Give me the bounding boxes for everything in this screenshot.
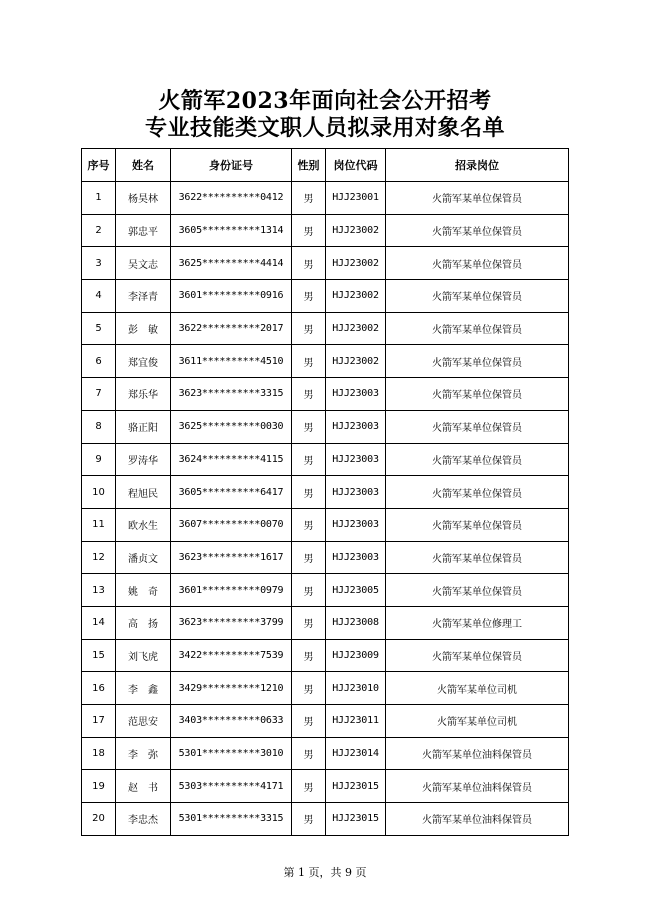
cell-post: 火箭军某单位保管员 bbox=[386, 280, 569, 313]
cell-gender: 男 bbox=[292, 737, 326, 770]
cell-name: 潘贞文 bbox=[116, 541, 171, 574]
header-id: 身份证号 bbox=[171, 149, 292, 182]
cell-id-number: 3625**********4414 bbox=[171, 247, 292, 280]
cell-id-number: 3601**********0979 bbox=[171, 574, 292, 607]
cell-post: 火箭军某单位保管员 bbox=[386, 443, 569, 476]
cell-id-number: 5301**********3315 bbox=[171, 803, 292, 836]
cell-seq: 9 bbox=[82, 443, 116, 476]
cell-post-code: HJJ23002 bbox=[326, 247, 386, 280]
table-row bbox=[82, 410, 569, 443]
cell-gender: 男 bbox=[292, 476, 326, 509]
cell-post-code: HJJ23002 bbox=[326, 345, 386, 378]
cell-gender: 男 bbox=[292, 312, 326, 345]
cell-post: 火箭军某单位保管员 bbox=[386, 508, 569, 541]
cell-gender: 男 bbox=[292, 574, 326, 607]
cell-seq: 12 bbox=[82, 541, 116, 574]
cell-name: 骆正阳 bbox=[116, 410, 171, 443]
table-row bbox=[82, 508, 569, 541]
table-row bbox=[82, 378, 569, 411]
table-body bbox=[82, 182, 569, 836]
cell-id-number: 3605**********6417 bbox=[171, 476, 292, 509]
cell-id-number: 5303**********4171 bbox=[171, 770, 292, 803]
cell-post-code: HJJ23009 bbox=[326, 639, 386, 672]
cell-post: 火箭军某单位油料保管员 bbox=[386, 737, 569, 770]
cell-name: 李泽青 bbox=[116, 280, 171, 313]
cell-post-code: HJJ23003 bbox=[326, 378, 386, 411]
cell-name: 赵 书 bbox=[116, 770, 171, 803]
header-gender: 性别 bbox=[292, 149, 326, 182]
cell-gender: 男 bbox=[292, 541, 326, 574]
cell-post: 火箭军某单位保管员 bbox=[386, 247, 569, 280]
table-row bbox=[82, 345, 569, 378]
cell-post-code: HJJ23003 bbox=[326, 410, 386, 443]
table-row bbox=[82, 280, 569, 313]
cell-seq: 16 bbox=[82, 672, 116, 705]
cell-post: 火箭军某单位保管员 bbox=[386, 574, 569, 607]
cell-name: 郭忠平 bbox=[116, 214, 171, 247]
cell-name: 高 扬 bbox=[116, 606, 171, 639]
cell-post: 火箭军某单位保管员 bbox=[386, 182, 569, 215]
cell-gender: 男 bbox=[292, 378, 326, 411]
cell-post-code: HJJ23002 bbox=[326, 214, 386, 247]
table-row bbox=[82, 606, 569, 639]
cell-post-code: HJJ23015 bbox=[326, 803, 386, 836]
header-post: 招录岗位 bbox=[386, 149, 569, 182]
cell-post: 火箭军某单位保管员 bbox=[386, 541, 569, 574]
cell-post: 火箭军某单位司机 bbox=[386, 672, 569, 705]
document-title-line2: 专业技能类文职人员拟录用对象名单 bbox=[144, 115, 505, 141]
cell-post-code: HJJ23003 bbox=[326, 443, 386, 476]
cell-id-number: 3622**********2017 bbox=[171, 312, 292, 345]
cell-seq: 18 bbox=[82, 737, 116, 770]
cell-post-code: HJJ23003 bbox=[326, 476, 386, 509]
cell-name: 李 弥 bbox=[116, 737, 171, 770]
cell-name: 程旭民 bbox=[116, 476, 171, 509]
cell-id-number: 3605**********1314 bbox=[171, 214, 292, 247]
cell-seq: 13 bbox=[82, 574, 116, 607]
cell-gender: 男 bbox=[292, 247, 326, 280]
cell-seq: 2 bbox=[82, 214, 116, 247]
cell-id-number: 3611**********4510 bbox=[171, 345, 292, 378]
cell-post-code: HJJ23001 bbox=[326, 182, 386, 215]
cell-post-code: HJJ23002 bbox=[326, 312, 386, 345]
cell-gender: 男 bbox=[292, 606, 326, 639]
table-row bbox=[82, 672, 569, 705]
cell-name: 欧水生 bbox=[116, 508, 171, 541]
table-row bbox=[82, 770, 569, 803]
cell-post: 火箭军某单位保管员 bbox=[386, 476, 569, 509]
table-row bbox=[82, 803, 569, 836]
cell-gender: 男 bbox=[292, 639, 326, 672]
cell-post: 火箭军某单位保管员 bbox=[386, 214, 569, 247]
cell-gender: 男 bbox=[292, 705, 326, 738]
cell-seq: 3 bbox=[82, 247, 116, 280]
cell-gender: 男 bbox=[292, 410, 326, 443]
cell-seq: 4 bbox=[82, 280, 116, 313]
cell-post-code: HJJ23011 bbox=[326, 705, 386, 738]
header-code: 岗位代码 bbox=[326, 149, 386, 182]
header-name: 姓名 bbox=[116, 149, 171, 182]
document-title-line1: 火箭军2023年面向社会公开招考 bbox=[158, 88, 492, 114]
cell-post: 火箭军某单位油料保管员 bbox=[386, 803, 569, 836]
cell-seq: 7 bbox=[82, 378, 116, 411]
cell-name: 郑乐华 bbox=[116, 378, 171, 411]
cell-gender: 男 bbox=[292, 672, 326, 705]
cell-seq: 17 bbox=[82, 705, 116, 738]
table-row bbox=[82, 476, 569, 509]
cell-gender: 男 bbox=[292, 803, 326, 836]
cell-post-code: HJJ23005 bbox=[326, 574, 386, 607]
cell-id-number: 3601**********0916 bbox=[171, 280, 292, 313]
cell-seq: 6 bbox=[82, 345, 116, 378]
cell-gender: 男 bbox=[292, 280, 326, 313]
cell-id-number: 3622**********0412 bbox=[171, 182, 292, 215]
cell-post: 火箭军某单位保管员 bbox=[386, 378, 569, 411]
candidate-table bbox=[81, 148, 569, 836]
table-row bbox=[82, 214, 569, 247]
cell-name: 郑宜俊 bbox=[116, 345, 171, 378]
cell-post-code: HJJ23015 bbox=[326, 770, 386, 803]
cell-id-number: 3429**********1210 bbox=[171, 672, 292, 705]
cell-seq: 1 bbox=[82, 182, 116, 215]
cell-gender: 男 bbox=[292, 770, 326, 803]
cell-post: 火箭军某单位修理工 bbox=[386, 606, 569, 639]
page-footer: 第 1 页，共 9 页 bbox=[283, 866, 367, 879]
cell-post-code: HJJ23003 bbox=[326, 541, 386, 574]
table-row bbox=[82, 639, 569, 672]
cell-id-number: 5301**********3010 bbox=[171, 737, 292, 770]
cell-name: 杨昊林 bbox=[116, 182, 171, 215]
cell-id-number: 3625**********0030 bbox=[171, 410, 292, 443]
cell-post-code: HJJ23008 bbox=[326, 606, 386, 639]
cell-name: 彭 敏 bbox=[116, 312, 171, 345]
table-row bbox=[82, 705, 569, 738]
cell-post: 火箭军某单位司机 bbox=[386, 705, 569, 738]
cell-post-code: HJJ23010 bbox=[326, 672, 386, 705]
cell-seq: 11 bbox=[82, 508, 116, 541]
cell-seq: 14 bbox=[82, 606, 116, 639]
cell-post: 火箭军某单位保管员 bbox=[386, 345, 569, 378]
cell-post: 火箭军某单位保管员 bbox=[386, 312, 569, 345]
cell-post: 火箭军某单位保管员 bbox=[386, 639, 569, 672]
cell-name: 刘飞虎 bbox=[116, 639, 171, 672]
cell-name: 吴文志 bbox=[116, 247, 171, 280]
cell-id-number: 3623**********1617 bbox=[171, 541, 292, 574]
cell-gender: 男 bbox=[292, 182, 326, 215]
cell-name: 姚 奇 bbox=[116, 574, 171, 607]
cell-name: 李忠杰 bbox=[116, 803, 171, 836]
table-row bbox=[82, 312, 569, 345]
header-seq: 序号 bbox=[82, 149, 116, 182]
cell-post-code: HJJ23014 bbox=[326, 737, 386, 770]
table-header-row bbox=[82, 149, 569, 182]
cell-post-code: HJJ23002 bbox=[326, 280, 386, 313]
cell-name: 范思安 bbox=[116, 705, 171, 738]
cell-seq: 15 bbox=[82, 639, 116, 672]
cell-post: 火箭军某单位保管员 bbox=[386, 410, 569, 443]
cell-name: 罗涛华 bbox=[116, 443, 171, 476]
cell-id-number: 3623**********3315 bbox=[171, 378, 292, 411]
cell-seq: 10 bbox=[82, 476, 116, 509]
table-row bbox=[82, 443, 569, 476]
cell-seq: 19 bbox=[82, 770, 116, 803]
cell-seq: 5 bbox=[82, 312, 116, 345]
cell-id-number: 3624**********4115 bbox=[171, 443, 292, 476]
cell-post: 火箭军某单位油料保管员 bbox=[386, 770, 569, 803]
cell-gender: 男 bbox=[292, 443, 326, 476]
cell-gender: 男 bbox=[292, 345, 326, 378]
cell-seq: 20 bbox=[82, 803, 116, 836]
table-row bbox=[82, 182, 569, 215]
cell-id-number: 3403**********0633 bbox=[171, 705, 292, 738]
cell-name: 李 鑫 bbox=[116, 672, 171, 705]
cell-seq: 8 bbox=[82, 410, 116, 443]
cell-gender: 男 bbox=[292, 508, 326, 541]
cell-id-number: 3422**********7539 bbox=[171, 639, 292, 672]
cell-id-number: 3607**********0070 bbox=[171, 508, 292, 541]
table-row bbox=[82, 574, 569, 607]
cell-id-number: 3623**********3799 bbox=[171, 606, 292, 639]
cell-gender: 男 bbox=[292, 214, 326, 247]
table-row bbox=[82, 737, 569, 770]
table-row bbox=[82, 541, 569, 574]
cell-post-code: HJJ23003 bbox=[326, 508, 386, 541]
table-row bbox=[82, 247, 569, 280]
